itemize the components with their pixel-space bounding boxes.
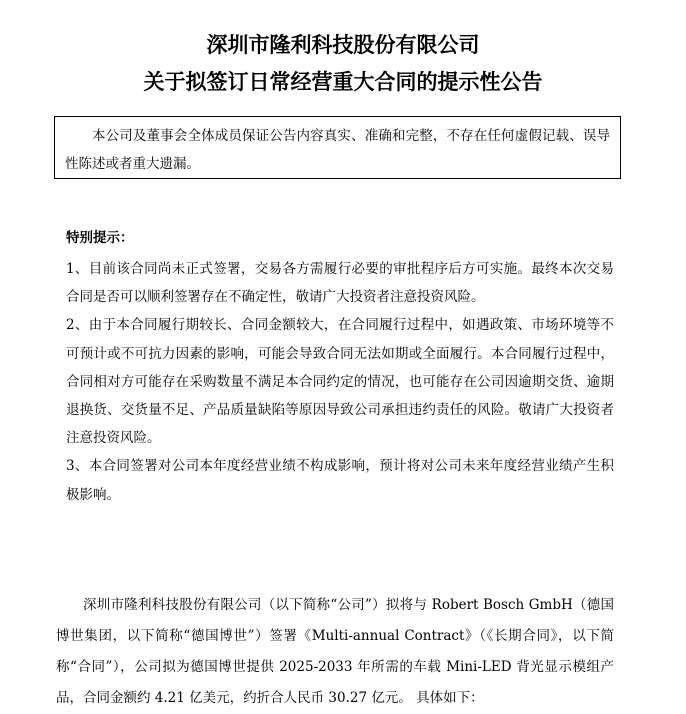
special-notes-heading: 特别提示： — [66, 230, 134, 246]
company-title: 深圳市隆利科技股份有限公司 — [206, 33, 480, 57]
special-note-2: 2、由于本合同履行期较长、合同金额较大，在合同履行过程中，如遇政策、市场环境等不可预计或不可抗力因素的影响，可能会导致合同无法如期或全面履行。本合同履行过程中，合同相对方可能存在采购数量不满足本合同约定的情况，也可能存在公司因逾期交货、逾期退换货、交货量不足、产品质量缺陷等原因导致公司承担违约责任的风险。敬请广大投资者注意投资风险。 — [66, 317, 614, 447]
special-note-1: 1、目前该合同尚未正式签署，交易各方需履行必要的审批程序后方可实施。最终本次交易合同是否可以顺利签署存在不确定性，敬请广大投资者注意投资风险。 — [66, 261, 614, 306]
disclaimer-text: 本公司及董事会全体成员保证公告内容真实、准确和完整，不存在任何虚假记载、误导性陈述或者重大遗漏。 — [65, 128, 610, 172]
disclaimer-box — [54, 116, 621, 179]
special-notes-list — [66, 255, 614, 509]
special-note-3: 3、本合同签署对公司本年度经营业绩不构成影响，预计将对公司未来年度经营业绩产生积极影响。 — [66, 458, 614, 503]
announcement-title: 关于拟签订日常经营重大合同的提示性公告 — [143, 70, 543, 94]
body-paragraph: 深圳市隆利科技股份有限公司（以下简称“公司”）拟将与 Robert Bosch GmbH（德国博世集团，以下简称“德国博世”）签署《Multi-annual Contract》（《长期合同》，以下简称“合同”），公司拟为德国博世提供 2025-2033 年所需的车载 Mini-LED 背光显示模组产品，合同金额约 4.21 亿美元，约折合人民币 30.27 亿元。 具体如下： — [56, 597, 614, 706]
